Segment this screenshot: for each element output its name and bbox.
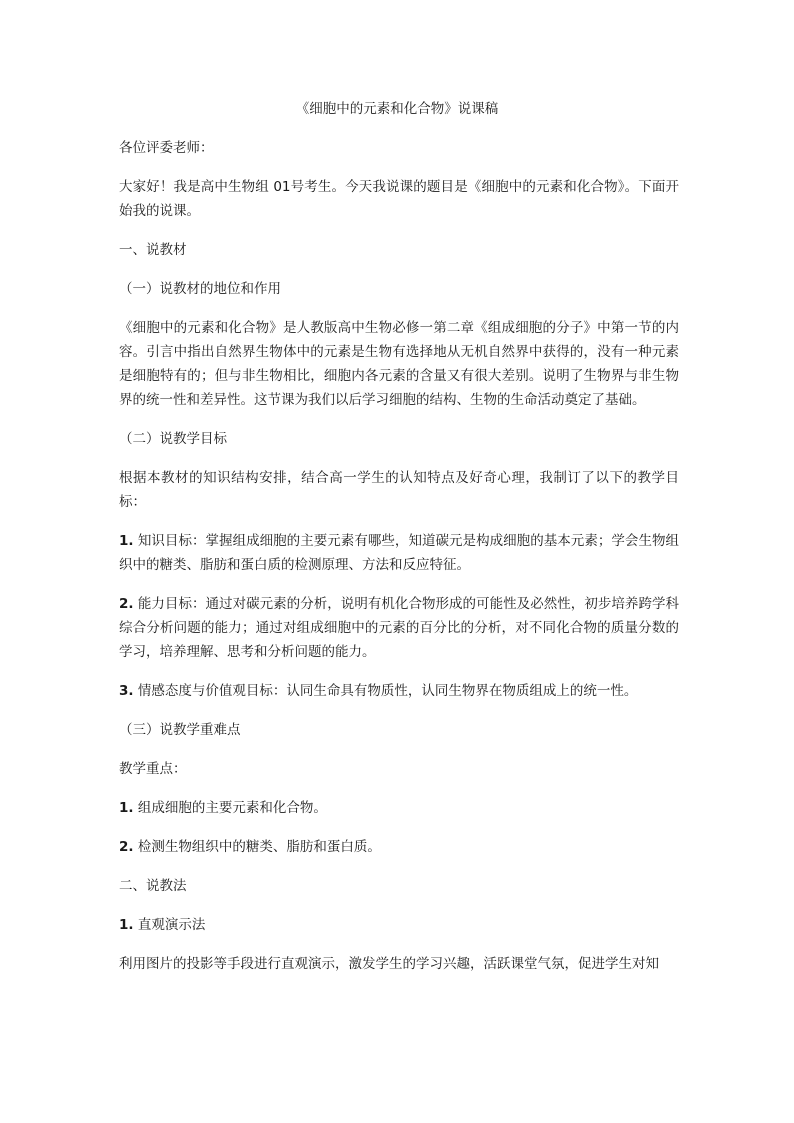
salutation: 各位评委老师： [119, 140, 214, 156]
subheading-position-role: （一）说教材的地位和作用 [119, 281, 281, 297]
method-1-text: 直观演示法 [137, 917, 206, 933]
goal-emotion-number: 3. [119, 683, 134, 699]
key-point-1 [119, 796, 679, 820]
document-title: 《细胞中的元素和化合物》说课稿 [295, 101, 499, 117]
goal-knowledge [119, 529, 679, 577]
intro-paragraph: 大家好！我是高中生物组 01号考生。今天我说课的题目是《细胞中的元素和化合物》。下面开始我的说课。 [119, 179, 679, 219]
key-point-2 [119, 835, 679, 859]
key-point-1-text: 组成细胞的主要元素和化合物。 [137, 800, 327, 816]
goal-ability [119, 592, 679, 664]
subheading-key-points: （三）说教学重难点 [119, 722, 241, 738]
key-point-1-number: 1. [119, 800, 134, 816]
goal-knowledge-number: 1. [119, 533, 134, 549]
goal-ability-text: 能力目标：通过对碳元素的分析，说明有机化合物形成的可能性及必然性，初步培养跨学科综合分析问题的能力；通过对组成细胞中的元素的百分比的分析，对不同化合物的质量分数的学习，培养理解、思考和分析问题的能力。 [119, 596, 680, 660]
section-heading-methods: 二、说教法 [119, 878, 187, 894]
paragraph-goals-intro: 根据本教材的知识结构安排，结合高一学生的认知特点及好奇心理，我制订了以下的教学目标： [119, 470, 679, 510]
goal-emotion-text: 情感态度与价值观目标：认同生命具有物质性，认同生物界在物质组成上的统一性。 [137, 683, 638, 699]
goal-emotion [119, 679, 679, 703]
document-body [119, 136, 679, 991]
key-point-2-number: 2. [119, 839, 134, 855]
paragraph-position-role: 《细胞中的元素和化合物》是人教版高中生物必修一第二章《组成细胞的分子》中第一节的内容。引言中指出自然界生物体中的元素是生物有选择地从无机自然界中获得的，没有一种元素是细胞特有的；但与非生物相比，细胞内各元素的含量又有很大差别。说明了生物界与非生物界的统一性和差异性。这节课为我们以后学习细胞的结构、生物的生命活动奠定了基础。 [119, 320, 679, 408]
goal-knowledge-text: 知识目标：掌握组成细胞的主要元素有哪些，知道碳元是构成细胞的基本元素；学会生物组织中的糖类、脂肪和蛋白质的检测原理、方法和反应特征。 [119, 533, 680, 573]
key-point-2-text: 检测生物组织中的糖类、脂肪和蛋白质。 [137, 839, 381, 855]
subheading-teaching-goals: （二）说教学目标 [119, 431, 227, 447]
key-points-label: 教学重点： [119, 761, 187, 777]
goal-ability-number: 2. [119, 596, 134, 612]
section-heading-textbook: 一、说教材 [119, 242, 187, 258]
method-1-description: 利用图片的投影等手段进行直观演示，激发学生的学习兴趣，活跃课堂气氛，促进学生对知 [119, 956, 659, 972]
method-1-heading [119, 913, 679, 937]
method-1-number: 1. [119, 917, 134, 933]
